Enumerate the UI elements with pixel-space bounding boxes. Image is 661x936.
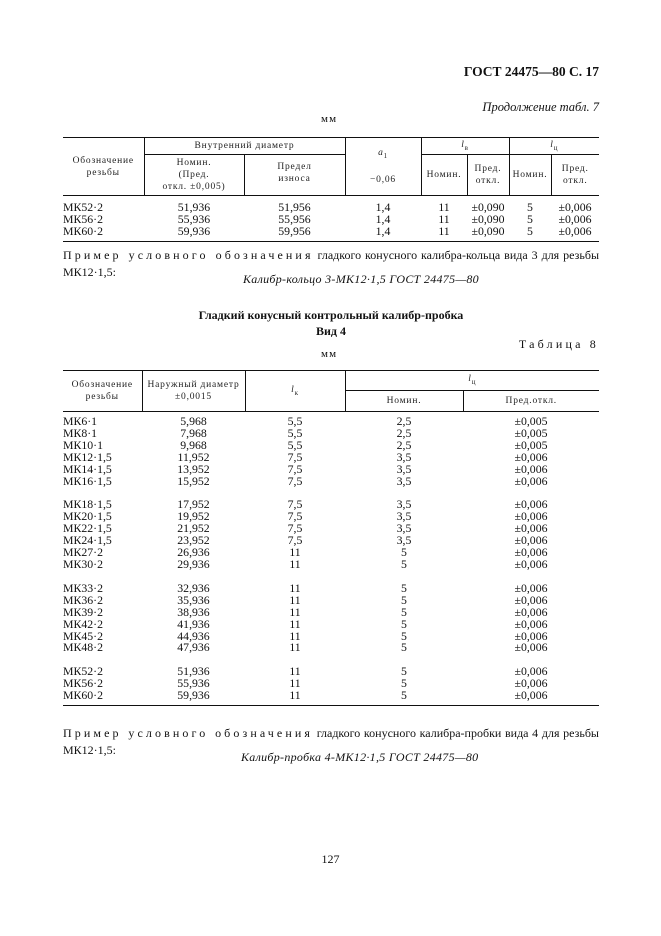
table-cell: 3,5 (396, 533, 412, 548)
table-cell: МК33·2 (63, 580, 103, 595)
table-cell: ±0,005 (514, 425, 548, 440)
table-cell: МК8·1 (63, 425, 98, 440)
table-row (63, 571, 599, 595)
table-cell: 2,5 (396, 425, 412, 440)
table-cell: ±0,006 (514, 461, 548, 476)
table-cell: 5,968 (180, 414, 207, 428)
table8-unit: мм (321, 348, 338, 360)
table-cell: ±0,006 (514, 533, 548, 548)
table-cell: ±0,006 (558, 211, 592, 226)
table-cell: МК36·2 (63, 592, 103, 607)
table-cell: 55,956 (278, 211, 311, 226)
table-cell: 5 (401, 628, 407, 643)
designation-example-plug: Калибр-пробка 4-МК12·1,5 ГОСТ 24475—80 (241, 750, 479, 764)
page-number: 127 (321, 852, 340, 866)
table-cell: 5 (401, 556, 407, 571)
table-cell: 2,5 (396, 414, 412, 428)
table-cell: 3,5 (396, 497, 412, 512)
table-cell: 17,952 (177, 497, 210, 512)
section-title: Гладкий конусный контрольный калибр-пробка (198, 308, 464, 322)
table-cell: ±0,006 (514, 473, 548, 488)
table-cell: 11 (289, 628, 301, 643)
table-cell: ±0,006 (463, 690, 599, 705)
header-designation: Обозначение резьбы (63, 138, 144, 196)
header-wear-limit: Предел износа (244, 155, 345, 196)
t8-header-nominal: Номин. (345, 391, 463, 412)
header-l-v: $l_в$ (421, 138, 509, 155)
table-cell: ±0,090 (471, 200, 505, 214)
table-cell: 5 (401, 545, 407, 560)
table-cell: 5 (401, 604, 407, 619)
table-cell: 1,4 (345, 226, 421, 241)
table-cell: 11 (289, 580, 301, 595)
t8-header-deviation: Пред.откл. (463, 391, 599, 412)
header-lv-nominal: Номин. (421, 155, 467, 196)
table-cell: 11 (289, 604, 301, 619)
table-cell: МК10·1 (63, 437, 103, 452)
example-paragraph-plug: Пример условного обозначения гладкого конусного калибра-пробки вида 4 для резьбы МК12·1,5: (63, 726, 599, 757)
table-cell: 5 (401, 676, 407, 691)
table7 (63, 137, 599, 242)
table-cell: МК6·1 (63, 414, 98, 428)
table-cell: 7,5 (287, 461, 303, 476)
table-cell: 5 (401, 592, 407, 607)
table-cell: 11 (245, 690, 345, 705)
table-cell: 5 (401, 640, 407, 655)
table-cell: МК30·2 (63, 556, 103, 571)
table-row (63, 559, 599, 571)
table-cell: 3,5 (396, 521, 412, 536)
table-cell: 15,952 (177, 473, 210, 488)
table-cell: 7,5 (287, 521, 303, 536)
table-cell: 38,936 (177, 604, 210, 619)
table-cell: ±0,006 (514, 592, 548, 607)
table-cell: ±0,006 (514, 556, 548, 571)
table-cell: 7,968 (180, 425, 207, 440)
table8 (63, 370, 599, 706)
table-cell: ±0,006 (514, 580, 548, 595)
table-cell: ±0,005 (514, 437, 548, 452)
table-cell: МК48·2 (63, 640, 103, 655)
table-cell: 2,5 (396, 437, 412, 452)
table-cell: 7,5 (287, 533, 303, 548)
table-cell: 51,936 (177, 200, 211, 214)
table-cell: ±0,006 (514, 664, 548, 679)
table-cell: 59,956 (244, 226, 345, 241)
table-cell: 32,936 (177, 580, 210, 595)
header-lts-nominal: Номин. (509, 155, 551, 196)
table-cell: ±0,006 (514, 604, 548, 619)
table-cell: ±0,006 (514, 628, 548, 643)
table-row (63, 476, 599, 488)
table-cell: 55,936 (177, 676, 210, 691)
table-cell: 3,5 (396, 449, 412, 464)
table-cell: 11 (289, 545, 301, 560)
table-cell: 3,5 (396, 509, 412, 524)
table-cell: 11 (289, 676, 301, 691)
table-cell: МК20·1,5 (63, 509, 112, 524)
t8-header-l-k: $l_к$ (245, 371, 345, 412)
table-cell: МК45·2 (63, 628, 103, 643)
table-cell: ±0,090 (467, 226, 509, 241)
table-cell: ±0,005 (514, 414, 548, 428)
header-l-ts: $l_ц$ (509, 138, 599, 155)
table-cell: ±0,006 (514, 509, 548, 524)
table-cell: МК60·2 (63, 226, 144, 241)
table-cell: 11 (289, 664, 301, 679)
example-paragraph-ring: Пример условного обозначения гладкого конусного калибра-кольца вида 3 для резьбы МК12·1,5: (63, 248, 600, 279)
table-cell: 5 (401, 664, 407, 679)
table-row (63, 214, 599, 226)
table-cell: МК56·2 (63, 676, 103, 691)
page-header: ГОСТ 24475—80 С. 17 (463, 64, 599, 79)
table-cell: МК16·1,5 (63, 473, 112, 488)
table-cell: МК24·1,5 (63, 533, 112, 548)
table-row (63, 487, 599, 511)
table-cell: 29,936 (177, 556, 210, 571)
table-cell: 11 (289, 640, 301, 655)
table-cell: МК52·2 (63, 200, 103, 214)
table-cell: 59,936 (142, 690, 245, 705)
table-cell: ±0,006 (514, 521, 548, 536)
table-cell: МК42·2 (63, 616, 103, 631)
table-cell: 1,4 (375, 211, 391, 226)
table-cell: МК56·2 (63, 211, 103, 226)
table-cell: ±0,006 (514, 449, 548, 464)
table-cell: 11,952 (177, 449, 210, 464)
table-cell: 5 (345, 690, 463, 705)
table-cell: 19,952 (177, 509, 210, 524)
table-cell: 5 (401, 616, 407, 631)
table-cell: 47,936 (177, 640, 210, 655)
table-cell: ±0,006 (514, 640, 548, 655)
table-cell: 5 (509, 226, 551, 241)
table-cell: 35,936 (177, 592, 210, 607)
table-row (63, 690, 599, 705)
table-cell: 59,936 (144, 226, 244, 241)
table-cell: 51,956 (278, 200, 311, 214)
table-cell: 26,936 (177, 545, 210, 560)
table-cell: 11 (289, 556, 301, 571)
designation-example-ring: Калибр-кольцо 3-МК12·1,5 ГОСТ 24475—80 (243, 272, 479, 286)
table-cell: ±0,006 (514, 545, 548, 560)
table-cell: МК12·1,5 (63, 449, 112, 464)
table-cell: МК14·1,5 (63, 461, 112, 476)
t8-header-l-ts: $l_ц$ (345, 371, 599, 391)
table-cell: ±0,006 (514, 616, 548, 631)
table-cell: МК27·2 (63, 545, 103, 560)
table-cell: МК39·2 (63, 604, 103, 619)
table-cell: 11 (438, 211, 450, 226)
header-nominal-tolerance: Номин. (Пред. откл. ±0,005) (144, 155, 244, 196)
t8-header-designation: Обозначение резьбы (63, 371, 142, 412)
table-cell: 7,5 (287, 473, 303, 488)
table-cell: МК22·1,5 (63, 521, 112, 536)
table-cell: 44,936 (177, 628, 210, 643)
table-cell: 21,952 (177, 521, 210, 536)
table-cell: МК52·2 (63, 664, 103, 679)
table-cell: 1,4 (375, 200, 391, 214)
table-cell: ±0,006 (551, 226, 599, 241)
table-cell: ±0,006 (514, 497, 548, 512)
table-cell: 5,5 (287, 414, 303, 428)
table-cell: 7,5 (287, 497, 303, 512)
table-row (63, 226, 599, 241)
table-cell: 11 (289, 616, 301, 631)
table-cell: ±0,006 (514, 676, 548, 691)
table-cell: 55,936 (177, 211, 211, 226)
table-cell: 11 (421, 226, 467, 241)
table-cell: 23,952 (177, 533, 210, 548)
header-inner-diameter: Внутренний диаметр (144, 138, 345, 155)
table-cell: 3,5 (396, 461, 412, 476)
header-lv-deviation: Пред. откл. (467, 155, 509, 196)
table-cell: МК60·2 (63, 690, 142, 705)
table8-label: Таблица 8 (518, 337, 599, 351)
table-continuation-label: Продолжение табл. 7 (482, 100, 599, 114)
table-cell: 5,5 (287, 425, 303, 440)
table-cell: 13,952 (177, 461, 210, 476)
table-cell: 41,936 (177, 616, 210, 631)
table-cell: МК18·1,5 (63, 497, 112, 512)
table-cell: 51,936 (177, 664, 210, 679)
table-row (63, 642, 599, 654)
table-cell: 7,5 (287, 449, 303, 464)
table-cell: 3,5 (396, 473, 412, 488)
header-a1: $a_1$ −0,06 (345, 138, 421, 196)
table-cell: 5 (527, 211, 533, 226)
section-subtitle: Вид 4 (316, 324, 346, 338)
table7-unit: мм (321, 113, 338, 125)
header-lts-deviation: Пред. откл. (551, 155, 599, 196)
table-cell: 9,968 (180, 437, 207, 452)
table-cell: 11 (438, 200, 450, 214)
table-row (63, 654, 599, 678)
table-cell: 5,5 (287, 437, 303, 452)
table-cell: ±0,090 (471, 211, 505, 226)
table-cell: ±0,006 (558, 200, 592, 214)
table-cell: 7,5 (287, 509, 303, 524)
table-cell: 11 (289, 592, 301, 607)
table-cell: 5 (527, 200, 533, 214)
t8-header-outer-diameter: Наружный диаметр ±0,0015 (142, 371, 245, 412)
table-cell: 5 (401, 580, 407, 595)
table-row (63, 196, 599, 214)
